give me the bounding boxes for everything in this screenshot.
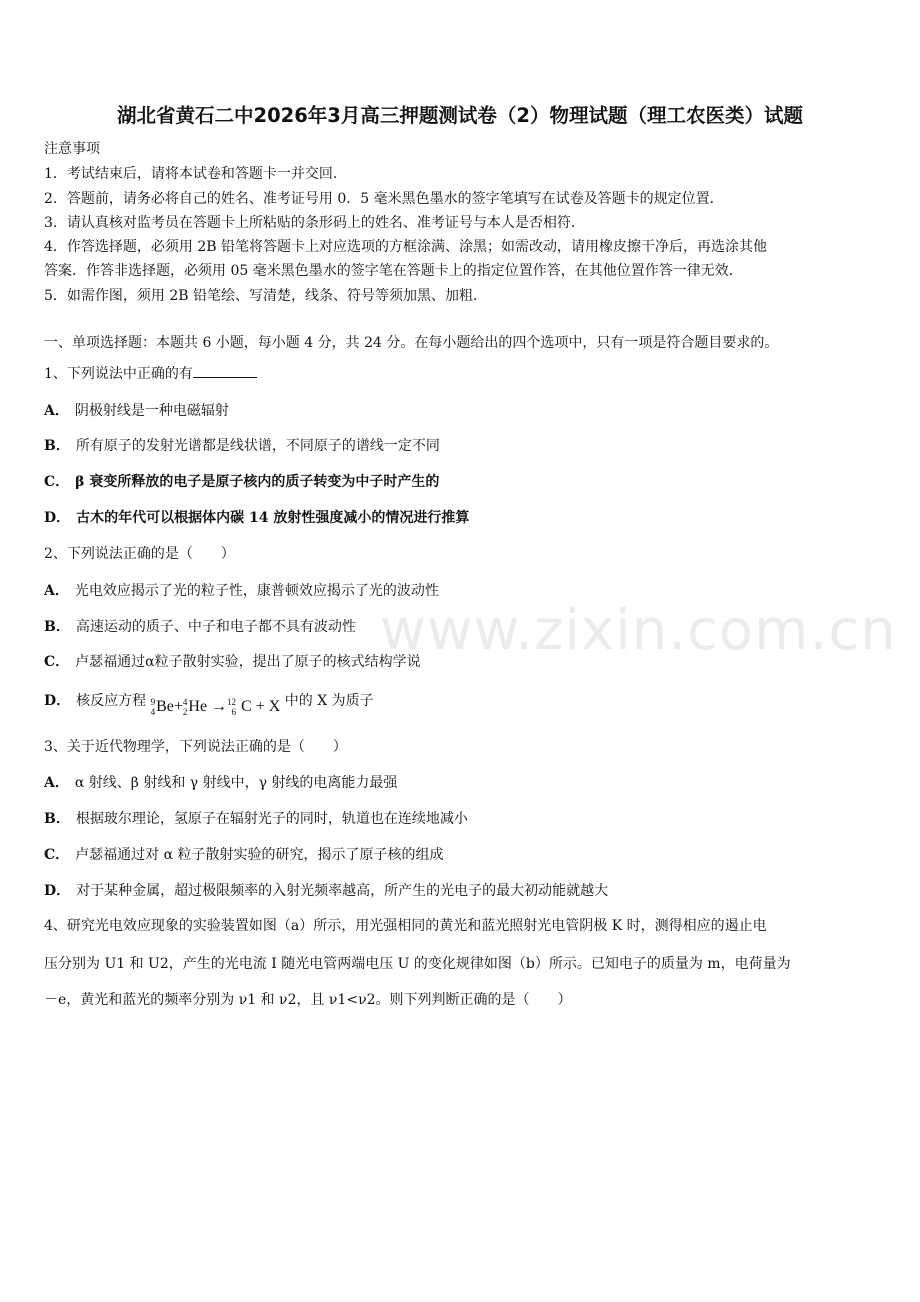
option-label: B． — [44, 619, 70, 635]
option-label: D． — [44, 510, 71, 526]
q3-option-a — [44, 772, 397, 792]
option-label: A． — [44, 775, 69, 791]
notice-heading: 注意事项 — [44, 141, 100, 157]
exam-title: 湖北省黄石二中2026年3月高三押题测试卷（2）物理试题（理工农医类）试题 — [117, 104, 803, 127]
watermark: www.zixin.com.cn — [380, 598, 897, 663]
question-4-line: 4、研究光电效应现象的实验装置如图（a）所示，用光强相同的黄光和蓝光照射光电管阴极 K 时，测得相应的遏止电 — [44, 918, 767, 934]
notice-item: 2．答题前，请务必将自己的姓名、准考证号用 0．5 毫米黑色墨水的签字笔填写在试卷及答题卡的规定位置． — [44, 191, 724, 207]
question-2-stem: 2、下列说法正确的是（ ） — [44, 546, 235, 562]
option-label: C． — [44, 474, 70, 490]
option-label: B． — [44, 811, 70, 827]
q1-option-c — [44, 471, 439, 491]
option-text: 所有原子的发射光谱都是线状谱，不同原子的谱线一定不同 — [75, 438, 440, 454]
option-text: 根据玻尔理论，氢原子在辐射光子的同时，轨道也在连续地减小 — [75, 811, 468, 827]
option-label: D． — [44, 883, 71, 899]
q3-option-d — [44, 880, 608, 900]
question-stem-text: 1、下列说法中正确的有 — [44, 366, 193, 382]
option-label: D． — [44, 693, 71, 709]
option-label: A． — [44, 403, 69, 419]
q2-option-d — [44, 690, 374, 717]
notice-item: 3．请认真核对监考员在答题卡上所粘贴的条形码上的姓名、准考证号与本人是否相符． — [44, 215, 585, 231]
q3-option-c — [44, 844, 444, 864]
q2-option-b — [44, 616, 356, 636]
answer-blank — [193, 365, 257, 378]
question-4-line: 压分别为 U1 和 U2，产生的光电流 I 随光电管两端电压 U 的变化规律如图（b）所示。已知电子的质量为 m，电荷量为 — [44, 956, 791, 972]
q1-option-a — [44, 400, 229, 420]
option-label: A． — [44, 583, 69, 599]
notice-item: 答案．作答非选择题，必须用 05 毫米黑色墨水的签字笔在答题卡上的指定位置作答，在其他位置作答一律无效． — [44, 263, 743, 279]
notice-item: 1．考试结束后，请将本试卷和答题卡一并交回． — [44, 166, 347, 182]
q1-option-d — [44, 507, 469, 527]
question-1-stem — [44, 363, 257, 383]
option-text: 阴极射线是一种电磁辐射 — [74, 403, 229, 419]
option-text: 光电效应揭示了光的粒子性，康普顿效应揭示了光的波动性 — [74, 583, 439, 599]
q2-option-c — [44, 651, 421, 671]
q2-option-a — [44, 580, 439, 600]
q3-option-b — [44, 808, 468, 828]
option-text: 古木的年代可以根据体内碳 14 放射性强度减小的情况进行推算 — [76, 510, 470, 526]
q1-option-b — [44, 435, 440, 455]
option-text: 对于某种金属，超过极限频率的入射光频率越高，所产生的光电子的最大初动能就越大 — [76, 883, 609, 899]
question-4-line: －e，黄光和蓝光的频率分别为 ν1 和 ν2，且 ν1<ν2。则下列判断正确的是（ ） — [44, 992, 572, 1008]
notice-item: 4．作答选择题，必须用 2B 铅笔将答题卡上对应选项的方框涂满、涂黑；如需改动，请用橡皮擦干净后，再选涂其他 — [44, 239, 767, 255]
option-text: β 衰变所释放的电子是原子核内的质子转变为中子时产生的 — [75, 474, 440, 490]
notice-item: 5．如需作图，须用 2B 铅笔绘、写清楚，线条、符号等须加黑、加粗． — [44, 288, 488, 304]
option-text: 卢瑟福通过对 α 粒子散射实验的研究，揭示了原子核的组成 — [75, 847, 444, 863]
option-label: B． — [44, 438, 70, 454]
question-3-stem: 3、关于近代物理学，下列说法正确的是（ ） — [44, 739, 347, 755]
option-text: 高速运动的质子、中子和电子都不具有波动性 — [75, 619, 356, 635]
option-label: C． — [44, 654, 70, 670]
option-label: C． — [44, 847, 70, 863]
option-text: 卢瑟福通过α粒子散射实验，提出了原子的核式结构学说 — [75, 654, 421, 670]
option-text: 中的 X 为质子 — [284, 693, 374, 709]
section-heading: 一、单项选择题：本题共 6 小题，每小题 4 分，共 24 分。在每小题给出的四个选项中，只有一项是符合题目要求的。 — [44, 335, 779, 351]
nuclear-equation: 9 4 Be+ 4 2 He → 12 6 C + X — [150, 697, 281, 717]
option-text: α 射线、β 射线和 γ 射线中，γ 射线的电离能力最强 — [74, 775, 398, 791]
option-text: 核反应方程 — [76, 693, 147, 709]
